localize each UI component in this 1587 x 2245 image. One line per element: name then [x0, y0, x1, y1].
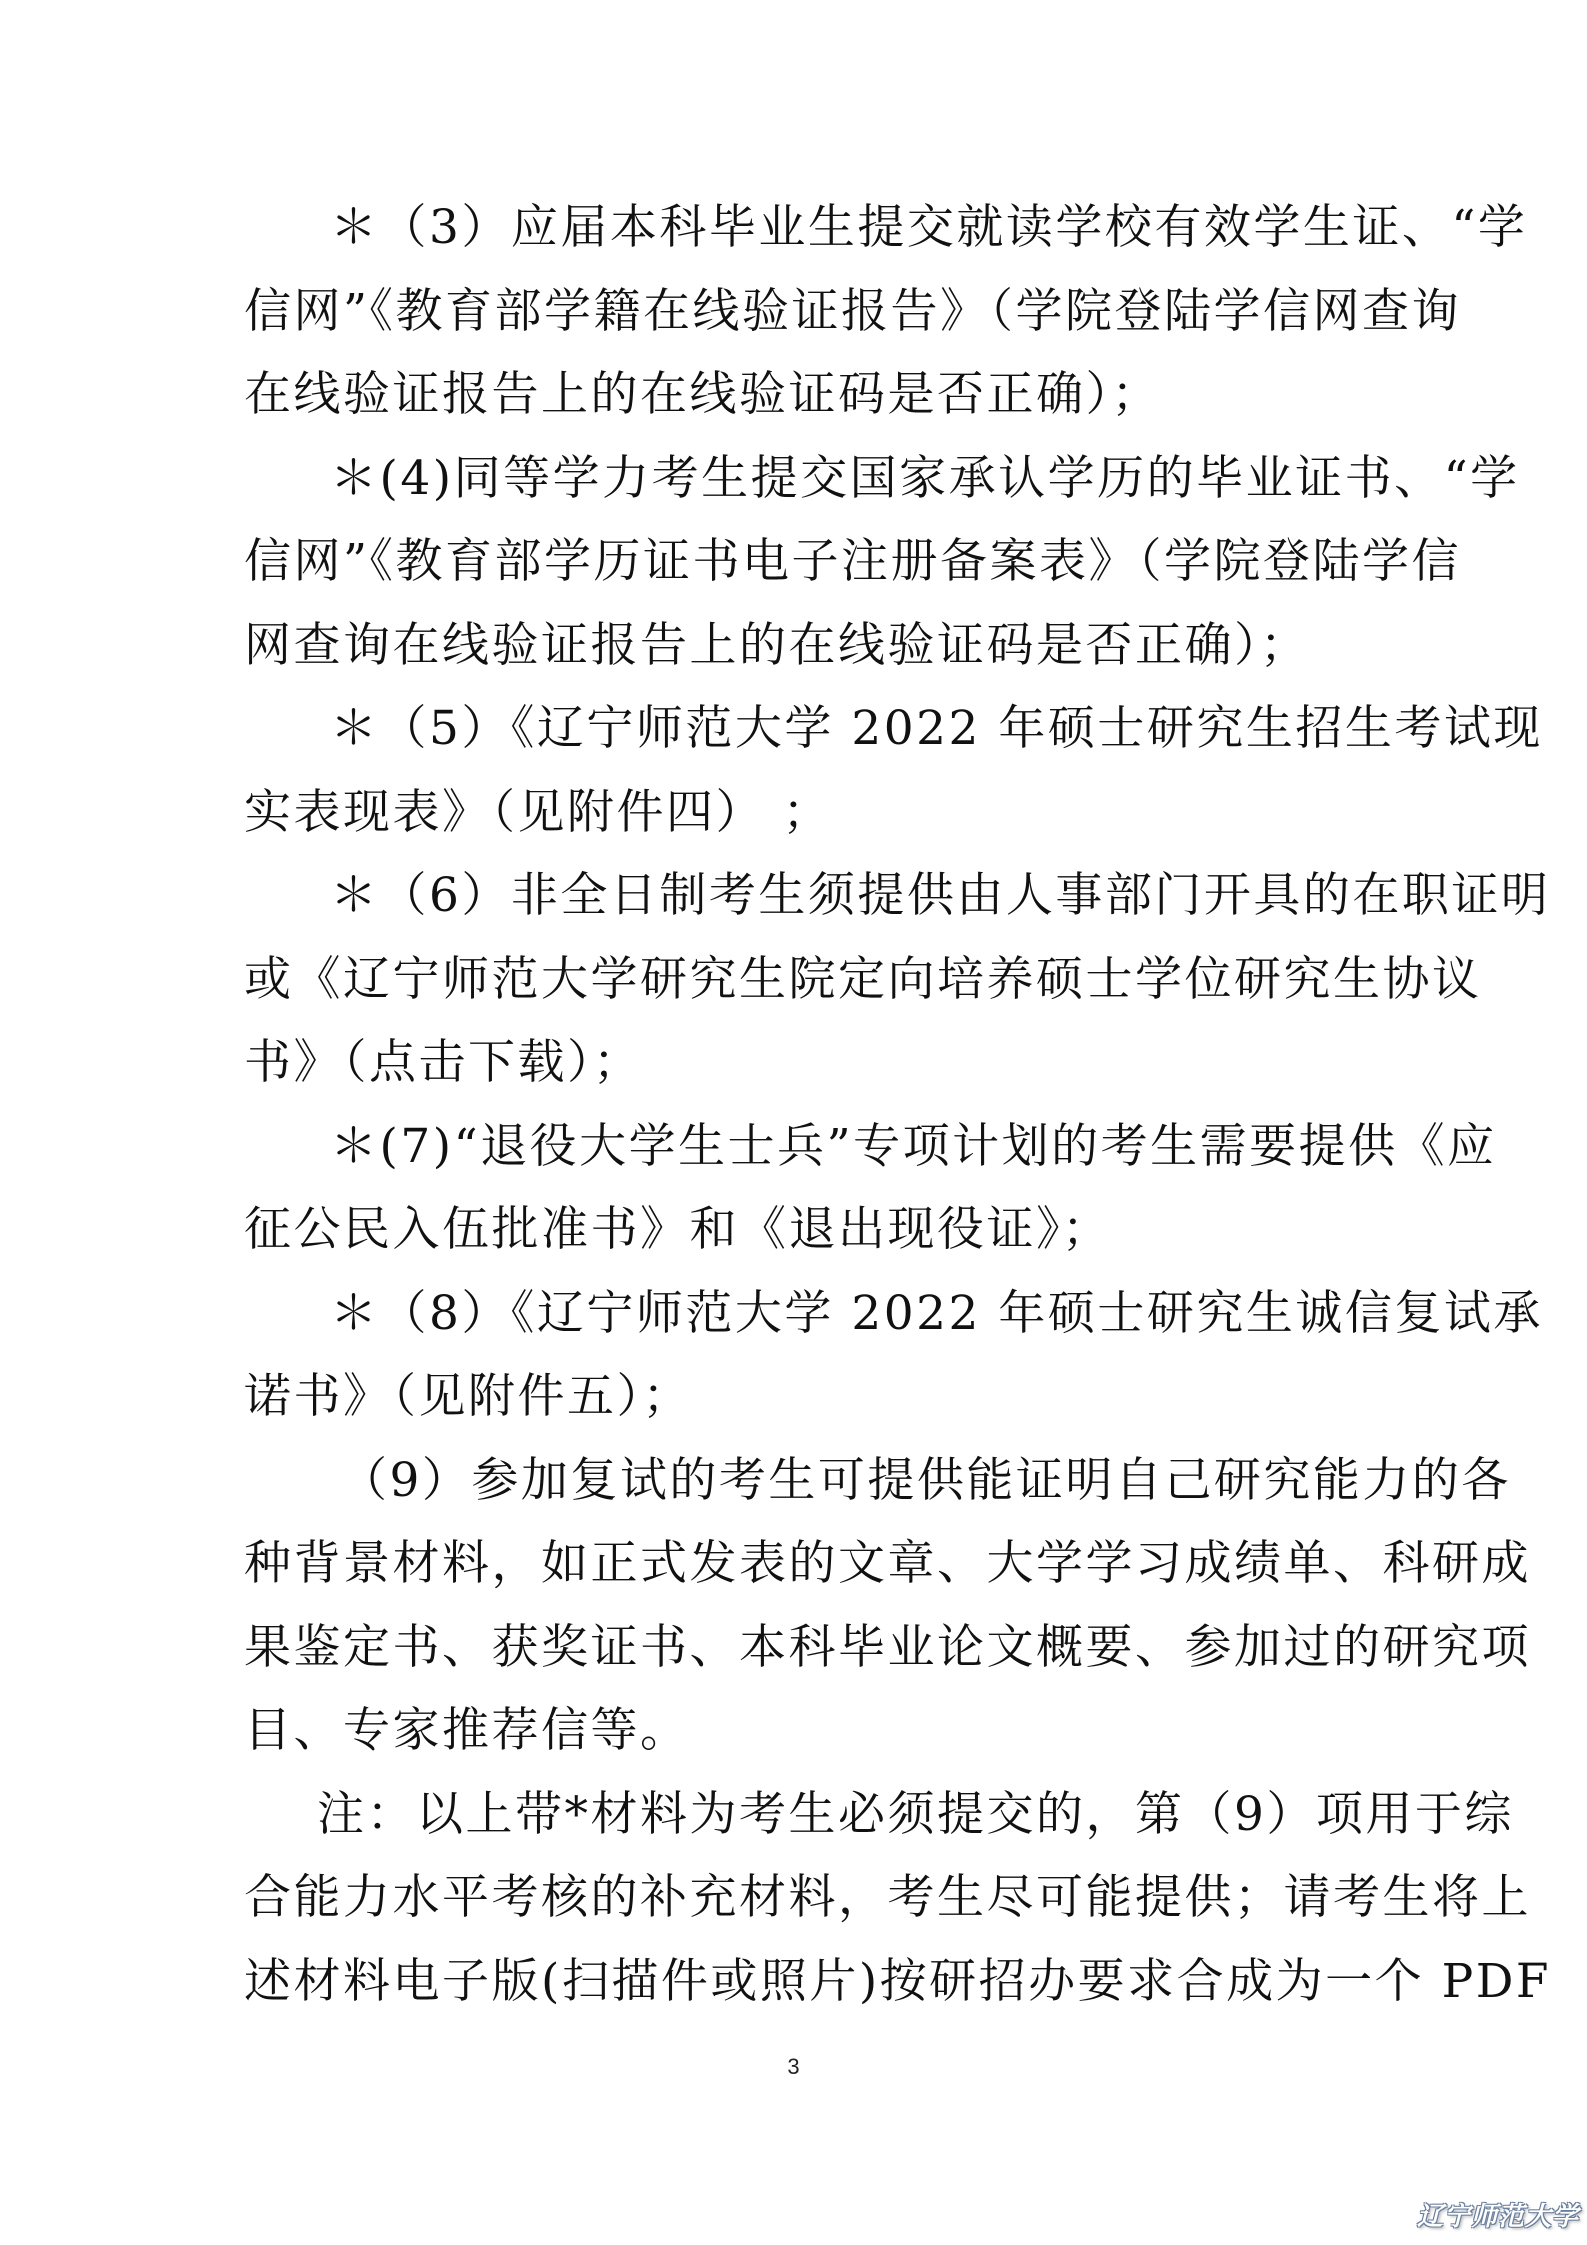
- item-3-line-2: 信网”《教育部学籍在线验证报告》（学院登陆学信网查询: [244, 284, 1462, 339]
- item-9-line-3: 果鉴定书、获奖证书、本科毕业论文概要、参加过的研究项: [244, 1620, 1531, 1675]
- item-8-line-2: 诺书》（见附件五）；: [244, 1369, 692, 1424]
- university-watermark: 辽宁师范大学: [1416, 2202, 1579, 2232]
- item-9-line-1: （9）参加复试的考生可提供能证明自己研究能力的各: [340, 1453, 1511, 1508]
- page-number: 3: [787, 2054, 800, 2079]
- item-6-line-3: 书》（点击下载）；: [244, 1035, 643, 1090]
- item-5-line-1: ＊（5）《辽宁师范大学 2022 年硕士研究生招生考试现: [330, 701, 1543, 756]
- item-5-line-2: 实表现表》（见附件四） ；: [244, 785, 832, 840]
- item-3-line-3: 在线验证报告上的在线验证码是否正确）；: [244, 367, 1161, 422]
- item-9-line-4: 目、专家推荐信等。: [244, 1703, 690, 1758]
- item-4-line-2: 信网”《教育部学历证书电子注册备案表》（学院登陆学信: [244, 534, 1462, 589]
- item-7-line-2: 征公民入伍批准书》和《退出现役证》；: [244, 1202, 1112, 1257]
- note-line-1: 注：以上带*材料为考生必须提交的，第（9）项用于综: [317, 1787, 1514, 1842]
- note-line-2: 合能力水平考核的补充材料，考生尽可能提供；请考生将上: [244, 1870, 1531, 1925]
- item-3-line-1: ＊（3）应届本科毕业生提交就读学校有效学生证、“学: [330, 200, 1528, 255]
- item-4-line-1: ＊(4)同等学力考生提交国家承认学历的毕业证书、“学: [330, 451, 1520, 506]
- note-line-3: 述材料电子版(扫描件或照片)按研招办要求合成为一个 PDF: [244, 1954, 1552, 2009]
- item-9-line-2: 种背景材料，如正式发表的文章、大学学习成绩单、科研成: [244, 1536, 1531, 1591]
- item-4-line-3: 网查询在线验证报告上的在线验证码是否正确）；: [244, 618, 1310, 673]
- item-7-line-1: ＊(7)“退役大学生士兵”专项计划的考生需要提供《应: [330, 1119, 1497, 1174]
- item-6-line-2: 或《辽宁师范大学研究生院定向培养硕士学位研究生协议: [244, 952, 1482, 1007]
- item-6-line-1: ＊（6）非全日制考生须提供由人事部门开具的在职证明: [330, 868, 1551, 923]
- item-8-line-1: ＊（8）《辽宁师范大学 2022 年硕士研究生诚信复试承: [330, 1286, 1543, 1341]
